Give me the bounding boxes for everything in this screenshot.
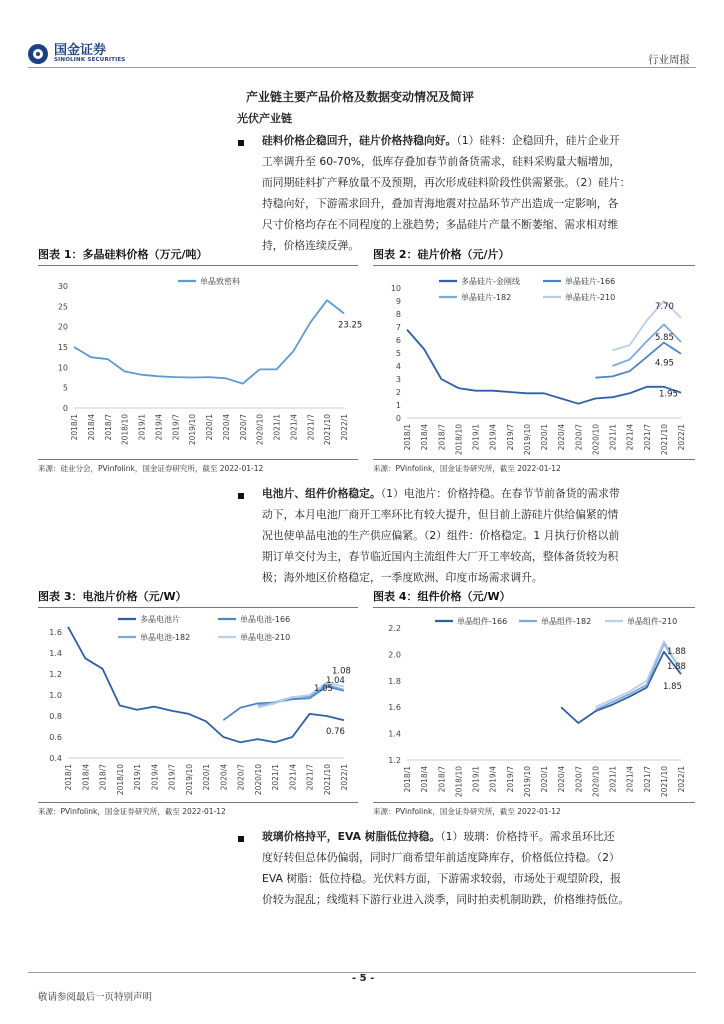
data-label: 5.85 <box>655 332 674 343</box>
para3-lead: 玻璃价格持平，EVA 树脂低位持稳。 <box>262 830 441 843</box>
chart-3-bottom-rule <box>38 802 358 803</box>
x-tick-label: 2021/7 <box>642 766 652 793</box>
chart-3-cell-price <box>38 610 358 800</box>
paragraph-silicon <box>262 130 702 151</box>
x-tick-label: 2020/1 <box>540 766 549 793</box>
x-tick-label: 2018/10 <box>454 766 464 798</box>
y-tick-label: 1.2 <box>49 670 62 679</box>
bullet-icon <box>238 140 244 146</box>
x-tick-label: 2019/1 <box>471 424 481 451</box>
x-tick-label: 2022/1 <box>340 414 349 441</box>
x-tick-label: 2018/1 <box>403 424 412 451</box>
bullet-icon <box>238 836 244 842</box>
para2-line: 极；海外地区价格稳定，一季度欧洲、印度市场需求调升。 <box>262 571 543 584</box>
x-tick-label: 2021/1 <box>272 414 282 441</box>
x-tick-label: 2021/4 <box>625 766 635 793</box>
y-tick-label: 2 <box>395 388 401 397</box>
data-label: 1.08 <box>332 666 351 677</box>
y-tick-label: 1.6 <box>49 628 62 637</box>
x-tick-label: 2019/4 <box>488 766 498 793</box>
x-tick-label: 2021/10 <box>659 766 669 798</box>
legend-label: 单晶电池-166 <box>240 615 291 624</box>
para1-line: 尺寸价格均存在不同程度的上涨趋势；多晶硅片产量不断萎缩、需求相对维 <box>262 218 619 231</box>
x-tick-label: 2022/1 <box>677 424 686 451</box>
x-tick-label: 2020/7 <box>236 764 246 791</box>
data-label: 1.04 <box>326 675 345 686</box>
x-tick-label: 2018/4 <box>81 764 91 791</box>
y-tick-label: 1.2 <box>388 756 401 765</box>
x-tick-label: 2018/4 <box>420 424 430 451</box>
x-tick-label: 2019/10 <box>188 414 198 446</box>
legend-label: 单晶组件-166 <box>457 617 508 626</box>
x-tick-label: 2021/7 <box>642 424 652 451</box>
y-tick-label: 2.0 <box>388 650 401 660</box>
x-tick-label: 2021/1 <box>271 764 280 791</box>
para1-line: （1）硅料：企稳回升，硅片企业开 <box>456 134 620 147</box>
x-tick-label: 2020/4 <box>221 414 231 441</box>
paragraph-silicon-cont <box>262 151 702 256</box>
x-tick-label: 2019/10 <box>184 764 194 796</box>
chart-2-title: 图表 2：硅片价格（元/片） <box>373 248 510 261</box>
para2-line: （1）电池片：价格持稳。在春节节前备货的需求带 <box>380 487 620 500</box>
x-tick-label: 2019/4 <box>150 764 160 791</box>
x-tick-label: 2018/1 <box>64 764 73 791</box>
x-tick-label: 2021/7 <box>305 764 315 791</box>
para3-line: EVA 树脂：低位持稳。光伏料方面，下游需求较弱，市场处于观望阶段，报 <box>262 872 622 885</box>
x-tick-label: 2021/4 <box>625 424 635 451</box>
y-tick-label: 4 <box>395 362 401 371</box>
y-tick-label: 15 <box>57 343 68 352</box>
x-tick-label: 2019/1 <box>133 764 142 791</box>
legend-label: 单晶硅片-182 <box>461 293 512 302</box>
x-tick-label: 2021/10 <box>659 424 669 456</box>
y-tick-label: 3 <box>395 375 401 384</box>
y-tick-label: 5 <box>395 349 401 358</box>
x-tick-label: 2020/7 <box>574 766 584 793</box>
x-tick-label: 2020/7 <box>574 424 584 451</box>
x-tick-label: 2018/7 <box>437 424 447 451</box>
x-tick-label: 2021/4 <box>288 764 298 791</box>
bullet-icon <box>238 493 244 499</box>
chart-3-source: 来源：PVinfolink，国金证券研究所，截至 2022-01-12 <box>38 807 226 816</box>
y-tick-label: 7 <box>395 323 401 332</box>
x-tick-label: 2018/4 <box>420 766 430 793</box>
y-tick-label: 5 <box>62 383 68 393</box>
document-type: 行业周报 <box>648 54 690 66</box>
y-tick-label: 6 <box>395 336 401 345</box>
chart-4-bottom-rule <box>373 802 695 803</box>
y-tick-label: 20 <box>57 322 68 332</box>
y-tick-label: 9 <box>395 297 401 306</box>
y-tick-label: 10 <box>390 284 401 293</box>
y-tick-label: 1.6 <box>388 703 401 713</box>
chart-1-title: 图表 1：多晶硅料价格（万元/吨） <box>38 248 208 261</box>
y-tick-label: 1.0 <box>49 691 62 700</box>
x-tick-label: 2020/4 <box>557 766 567 793</box>
x-tick-label: 2018/10 <box>115 764 125 796</box>
data-label: 1.05 <box>314 683 333 694</box>
legend-label: 多晶硅片-金刚线 <box>461 277 520 286</box>
x-tick-label: 2021/10 <box>322 764 332 796</box>
legend-label: 单晶组件-182 <box>541 617 592 626</box>
para1-line: 持，价格连续反弹。 <box>262 239 360 252</box>
legend-label: 单晶硅片-210 <box>565 293 616 302</box>
x-tick-label: 2019/1 <box>471 766 481 793</box>
series-line <box>74 300 344 383</box>
x-tick-label: 2020/1 <box>540 424 549 451</box>
chart-1-bottom-rule <box>38 459 358 460</box>
data-label: 1.95 <box>659 389 678 400</box>
chart-2-top-rule <box>373 265 695 266</box>
data-label: 1.85 <box>663 682 682 693</box>
company-logo <box>28 42 125 66</box>
y-tick-label: 2.2 <box>388 624 401 633</box>
legend-label: 多晶电池片 <box>140 615 180 624</box>
x-tick-label: 2021/4 <box>289 414 299 441</box>
x-tick-label: 2019/4 <box>488 424 498 451</box>
x-tick-label: 2018/1 <box>403 766 412 793</box>
x-tick-label: 2019/10 <box>522 766 532 798</box>
para2-line: 期订单交付为主，春节临近国内主流组件大厂开工率较高，整体备货较为积 <box>262 550 619 563</box>
chart-4-module-price <box>373 610 695 800</box>
y-tick-label: 8 <box>395 310 401 319</box>
x-tick-label: 2020/1 <box>205 414 214 441</box>
page-number: - 5 - <box>352 973 375 984</box>
chart-2-wafer-price <box>373 268 695 458</box>
y-tick-label: 30 <box>57 282 68 291</box>
y-tick-label: 25 <box>57 302 68 312</box>
x-tick-label: 2020/10 <box>591 766 601 798</box>
x-tick-label: 2021/10 <box>323 414 333 446</box>
data-label: 23.25 <box>338 320 363 331</box>
chart-3-top-rule <box>38 607 358 608</box>
x-tick-label: 2020/1 <box>202 764 211 791</box>
section-title: 产业链主要产品价格及数据变动情况及简评 <box>246 90 475 104</box>
chart-4-top-rule <box>373 607 695 608</box>
x-tick-label: 2019/7 <box>167 764 177 791</box>
x-tick-label: 2019/10 <box>522 424 532 456</box>
chart-1-top-rule <box>38 265 358 266</box>
para1-lead: 硅料价格企稳回升，硅片价格持稳向好。 <box>262 134 457 147</box>
para3-line: （1）玻璃：价格持平。需求虽环比还 <box>440 830 615 843</box>
x-tick-label: 2019/7 <box>505 766 515 793</box>
para2-line: 动下，本月电池厂商开工率环比有较大提升，但目前上游硅片供给偏紧的情 <box>262 508 619 521</box>
x-tick-label: 2018/10 <box>454 424 464 456</box>
header-divider <box>28 67 696 68</box>
chart-4-source: 来源：PVinfolink，国金证券研究所，截至 2022-01-12 <box>373 807 561 816</box>
para1-line: 而同期硅料扩产释放量不及预期，再次形成硅料阶段性供需紧张。（2）硅片： <box>262 176 631 189</box>
x-tick-label: 2020/4 <box>219 764 229 791</box>
x-tick-label: 2018/1 <box>70 414 79 441</box>
para3-line: 价较为混乱；线缆料下游行业进入淡季，同时拍卖机制助跌，价格维持低位。 <box>262 893 630 906</box>
para2-line: 况也使单晶电池的生产供应偏紧。（2）组件：价格稳定。1 月执行价格以前 <box>262 529 620 542</box>
legend-label: 单晶组件-210 <box>627 617 678 626</box>
para1-line: 工率调升至 60-70%，低库存叠加春节前备货需求，硅料采购量大幅增加， <box>262 155 621 168</box>
paragraph-cell-module <box>262 483 702 588</box>
legend-label: 单晶电池-210 <box>240 633 291 642</box>
chart-1-polysilicon-price <box>38 268 363 458</box>
y-tick-label: 0 <box>62 404 68 413</box>
x-tick-label: 2020/10 <box>253 764 263 796</box>
paragraph-glass-eva <box>262 826 702 910</box>
y-tick-label: 1 <box>395 401 401 410</box>
x-tick-label: 2021/7 <box>306 414 316 441</box>
x-tick-label: 2022/1 <box>677 766 686 793</box>
para1-line: 持稳向好，下游需求回升，叠加青海地震对拉晶环节产出造成一定影响，各 <box>262 197 619 210</box>
y-tick-label: 0 <box>395 414 401 423</box>
logo-en-text: SINOLINK SECURITIES <box>54 57 126 63</box>
data-label: 1.88 <box>667 647 686 658</box>
x-tick-label: 2019/4 <box>154 414 164 441</box>
chart-1-source: 来源：硅业分会，PVinfolink，国金证券研究所，截至 2022-01-12 <box>38 464 264 473</box>
y-tick-label: 0.4 <box>49 754 62 763</box>
x-tick-label: 2020/7 <box>238 414 248 441</box>
x-tick-label: 2018/4 <box>86 414 96 441</box>
chart-2-bottom-rule <box>373 459 695 460</box>
data-label: 4.95 <box>655 358 674 369</box>
logo-icon <box>28 44 48 64</box>
y-tick-label: 1.4 <box>49 649 62 658</box>
disclaimer: 敬请参阅最后一页特别声明 <box>38 992 153 1003</box>
x-tick-label: 2021/1 <box>608 766 618 793</box>
logo-cn-text: 国金证券 <box>54 43 107 58</box>
x-tick-label: 2019/1 <box>137 414 147 441</box>
y-tick-label: 0.8 <box>49 712 62 721</box>
legend-label: 单晶电池-182 <box>140 633 191 642</box>
x-tick-label: 2018/7 <box>437 766 447 793</box>
chart-2-source: 来源：PVinfolink，国金证券研究所，截至 2022-01-12 <box>373 464 561 473</box>
data-label: 1.88 <box>667 662 686 673</box>
x-tick-label: 2020/4 <box>557 424 567 451</box>
x-tick-label: 2019/7 <box>505 424 515 451</box>
para2-lead: 电池片、组件价格稳定。 <box>262 487 381 500</box>
x-tick-label: 2018/10 <box>120 414 130 446</box>
para3-line: 度好转但总体仍偏弱，同时厂商希望年前适度降库存，价格低位持稳。（2） <box>262 851 620 864</box>
legend-label: 单晶硅片-166 <box>565 277 616 286</box>
x-tick-label: 2020/10 <box>591 424 601 456</box>
y-tick-label: 1.8 <box>388 676 401 686</box>
y-tick-label: 1.4 <box>388 729 401 739</box>
x-tick-label: 2022/1 <box>340 764 349 791</box>
x-tick-label: 2019/7 <box>171 414 181 441</box>
series-line <box>68 627 344 743</box>
chart-4-title: 图表 4：组件价格（元/W） <box>373 590 511 603</box>
x-tick-label: 2021/1 <box>608 424 618 451</box>
data-label: 7.70 <box>655 301 674 312</box>
x-tick-label: 2018/7 <box>103 414 113 441</box>
legend-label: 单晶致密料 <box>200 277 240 286</box>
y-tick-label: 0.6 <box>49 733 62 742</box>
chart-3-title: 图表 3：电池片价格（元/W） <box>38 590 187 603</box>
x-tick-label: 2018/7 <box>98 764 108 791</box>
series-line <box>407 330 681 404</box>
x-tick-label: 2020/10 <box>255 414 265 446</box>
sub-title: 光伏产业链 <box>237 112 292 125</box>
data-label: 0.76 <box>326 727 345 738</box>
y-tick-label: 10 <box>57 363 68 373</box>
